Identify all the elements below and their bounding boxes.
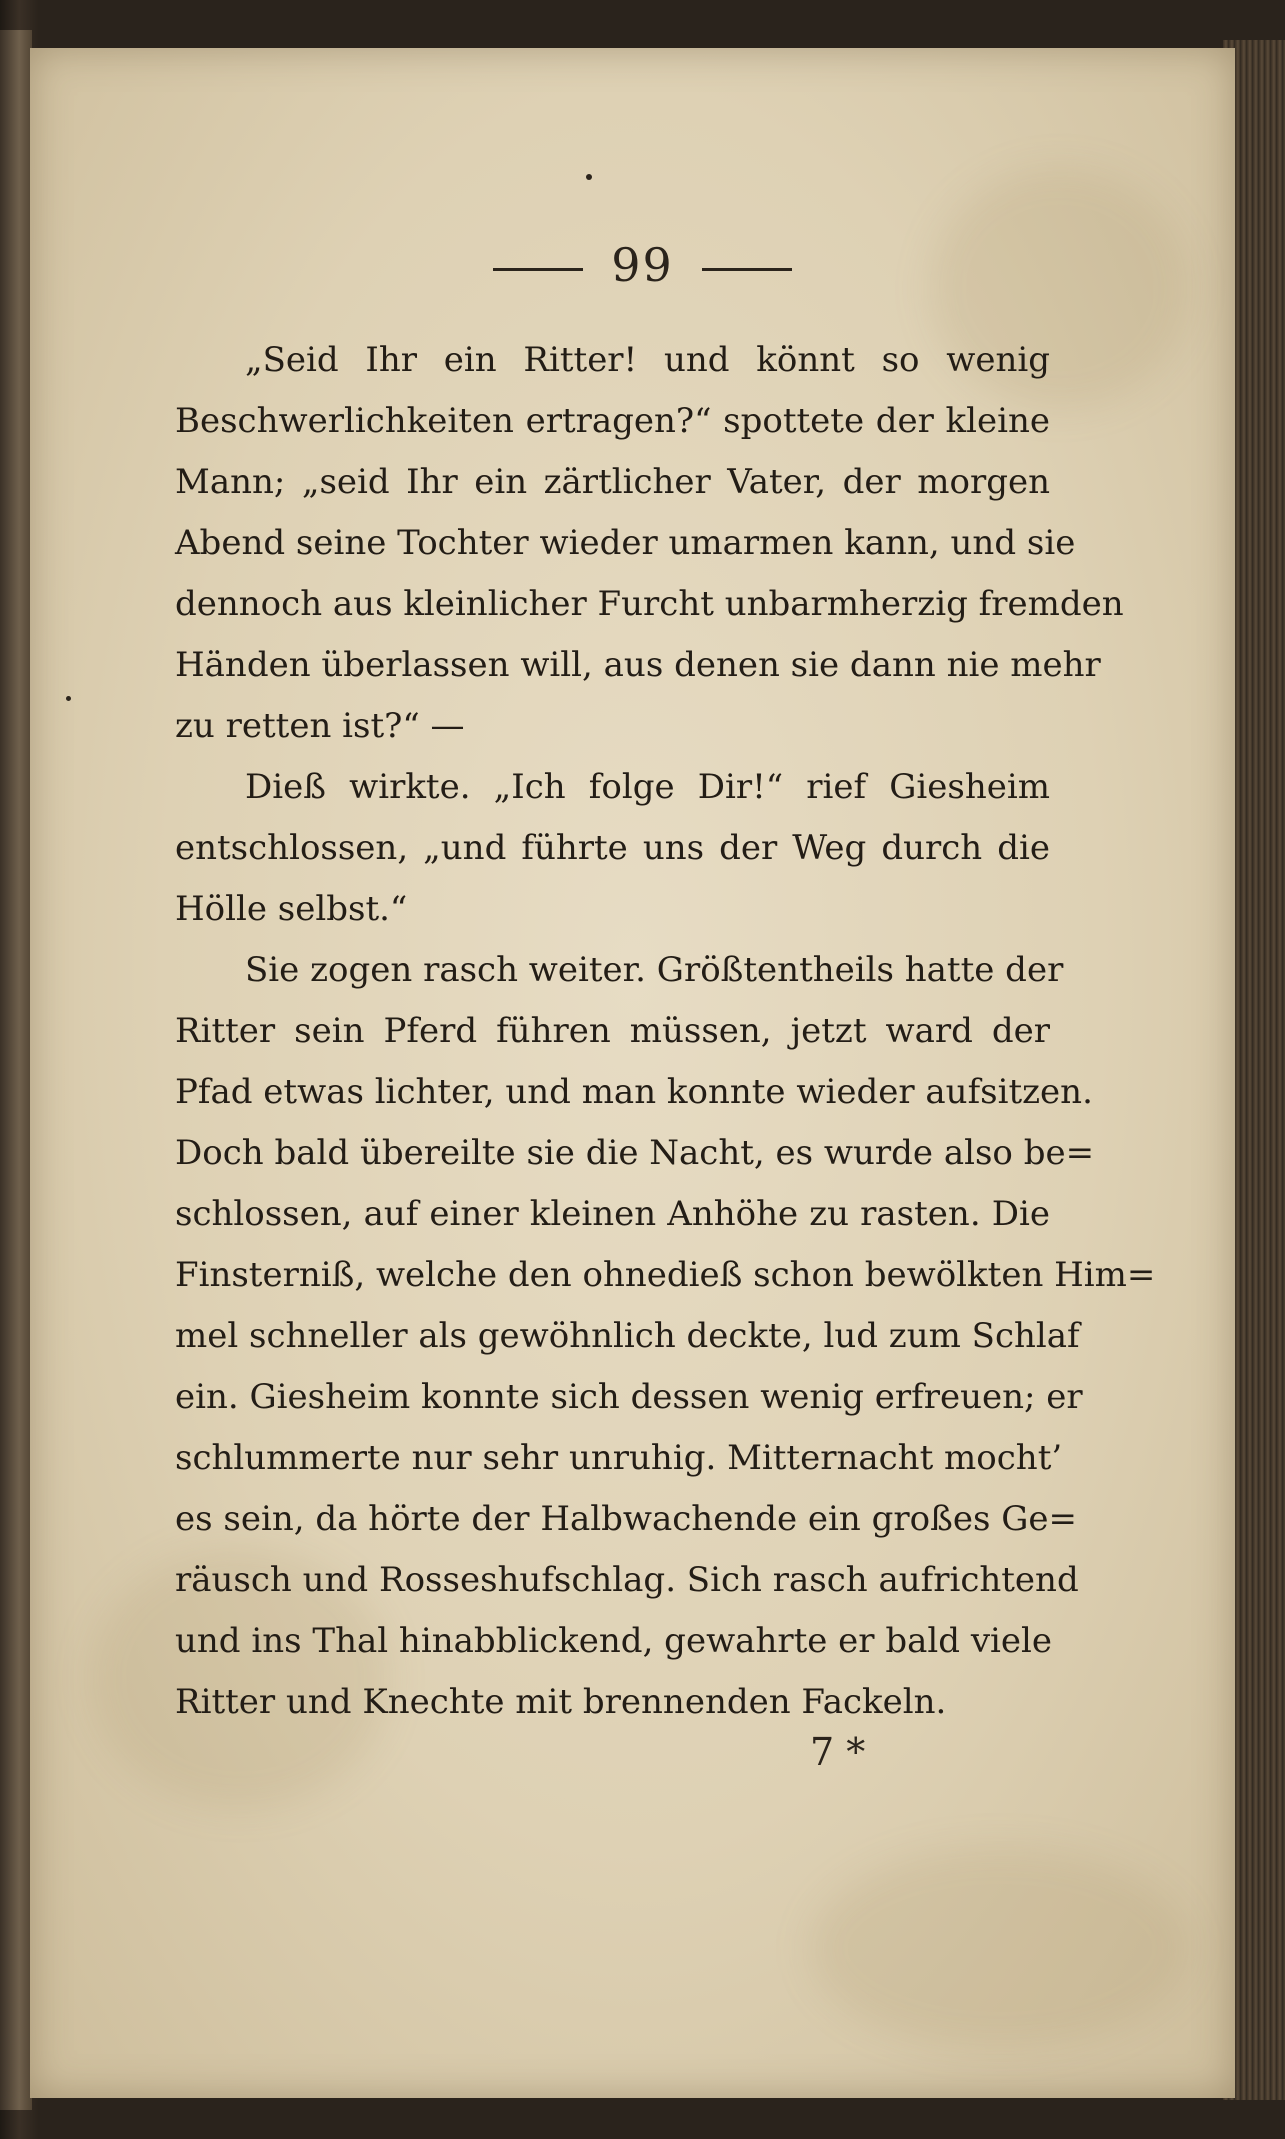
head-rule-left [493, 268, 583, 271]
text-line: Beschwerlichkeiten ertragen?“ spottete der kleine [175, 401, 1050, 441]
paper-stain [810, 1848, 1190, 2048]
book-binding-edge [0, 30, 32, 2110]
text-line: Mann; „seid Ihr ein zärtlicher Vater, der morgen [175, 462, 1050, 502]
text-line: es sein, da hörte der Halbwachende ein großes Ge= [175, 1499, 1077, 1539]
text-line: entschlossen, „und führte uns der Weg durch die [175, 828, 1050, 868]
body-text [175, 330, 1156, 1733]
text-line: Sie zogen rasch weiter. Größtentheils hatte der [245, 950, 1064, 990]
text-line: schlossen, auf einer kleinen Anhöhe zu rasten. Die [175, 1194, 1050, 1234]
text-line: Doch bald übereilte sie die Nacht, es wurde also be= [175, 1133, 1095, 1173]
printer-signature-mark: 7 * [810, 1730, 866, 1774]
text-line: Finsterniß, welche den ohnedieß schon bewölkten Him= [175, 1255, 1156, 1295]
text-line: mel schneller als gewöhnlich deckte, lud zum Schlaf [175, 1316, 1080, 1356]
text-line: Ritter und Knechte mit brennenden Fackeln. [175, 1682, 947, 1722]
page-number: 99 [611, 238, 674, 292]
head-rule-right [702, 268, 792, 271]
ink-speck [66, 696, 71, 701]
text-line: Händen überlassen will, aus denen sie dann nie mehr [175, 645, 1101, 685]
text-line: räusch und Rosseshufschlag. Sich rasch aufrichtend [175, 1560, 1079, 1600]
text-line: dennoch aus kleinlicher Furcht unbarmherzig fremden [175, 584, 1124, 624]
text-line: Dieß wirkte. „Ich folge Dir!“ rief Giesheim [245, 767, 1050, 807]
text-line: Pfad etwas lichter, und man konnte wieder aufsitzen. [175, 1072, 1093, 1112]
text-line: Hölle selbst.“ [175, 889, 408, 929]
text-line: Ritter sein Pferd führen müssen, jetzt ward der [175, 1011, 1050, 1051]
text-line: „Seid Ihr ein Ritter! und könnt so wenig [245, 340, 1050, 380]
ink-speck [586, 174, 592, 180]
text-line: Abend seine Tochter wieder umarmen kann, und sie [175, 523, 1076, 563]
text-line: ein. Giesheim konnte sich dessen wenig erfreuen; er [175, 1377, 1083, 1417]
text-line: schlummerte nur sehr unruhig. Mitternacht mocht’ [175, 1438, 1063, 1478]
text-line: und ins Thal hinabblickend, gewahrte er bald viele [175, 1621, 1053, 1661]
running-head [0, 238, 1285, 292]
text-line: zu retten ist?“ — [175, 706, 465, 746]
